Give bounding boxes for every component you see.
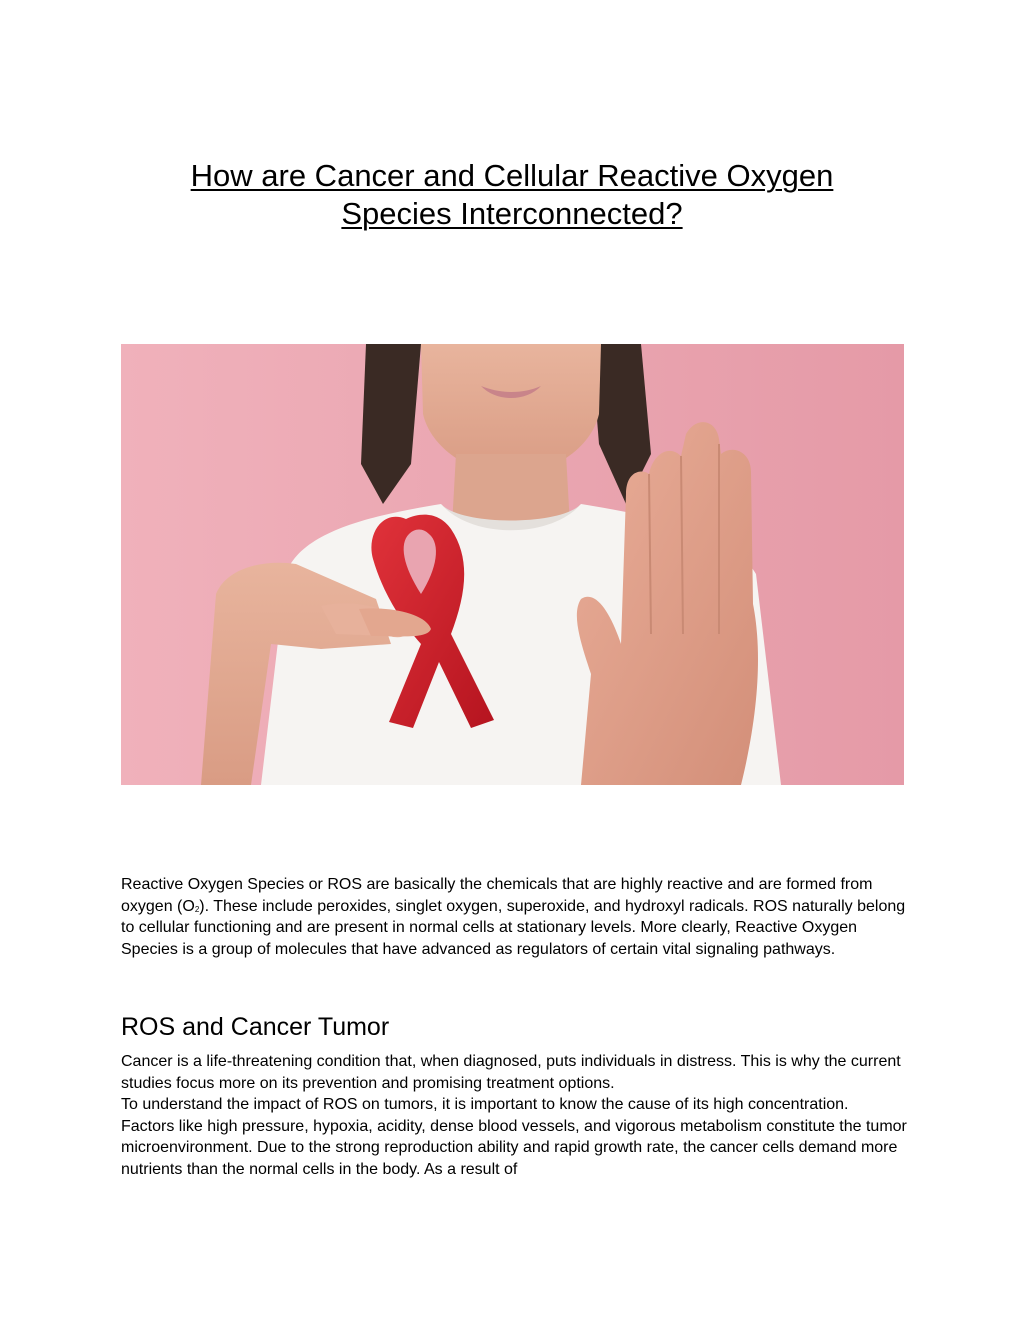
section-paragraph: Factors like high pressure, hypoxia, acidity, dense blood vessels, and vigorous metabolism constitute the tumor microenvironment. Due to the strong reproduction ability and rapid growth rate, the cancer cells demand more nutrients than the normal cells in the body. As a result of	[121, 1117, 907, 1178]
intro-text-part-2: ). These include peroxides, singlet oxygen, superoxide, and hydroxyl radicals. ROS naturally belong to cellular functioning and are present in normal cells at stationary levels. More clearly, Reactive Oxygen Species is a group of molecules that have advanced as regulators of certain vital signaling pathways.	[121, 897, 906, 958]
hero-image	[121, 344, 904, 785]
section-paragraph: Cancer is a life-threatening condition that, when diagnosed, puts individuals in distress. This is why the current studies focus more on its prevention and promising treatment options.	[121, 1053, 901, 1092]
awareness-ribbon-photo-icon	[121, 344, 904, 785]
section-paragraph: To understand the impact of ROS on tumors, it is important to know the cause of its high concentration.	[121, 1096, 849, 1113]
section-body	[121, 1051, 911, 1180]
oxygen-subscript: 2	[194, 904, 200, 914]
page-title-line-1: How are Cancer and Cellular Reactive Oxygen	[190, 158, 834, 193]
page-title	[120, 157, 904, 233]
intro-text-part-1: Reactive Oxygen Species or ROS are basically the chemicals that are highly reactive and are formed from oxygen (O	[121, 876, 873, 915]
section-heading: ROS and Cancer Tumor	[121, 1013, 390, 1041]
page-title-line-2: Species Interconnected?	[341, 196, 683, 231]
intro-paragraph	[121, 874, 911, 960]
